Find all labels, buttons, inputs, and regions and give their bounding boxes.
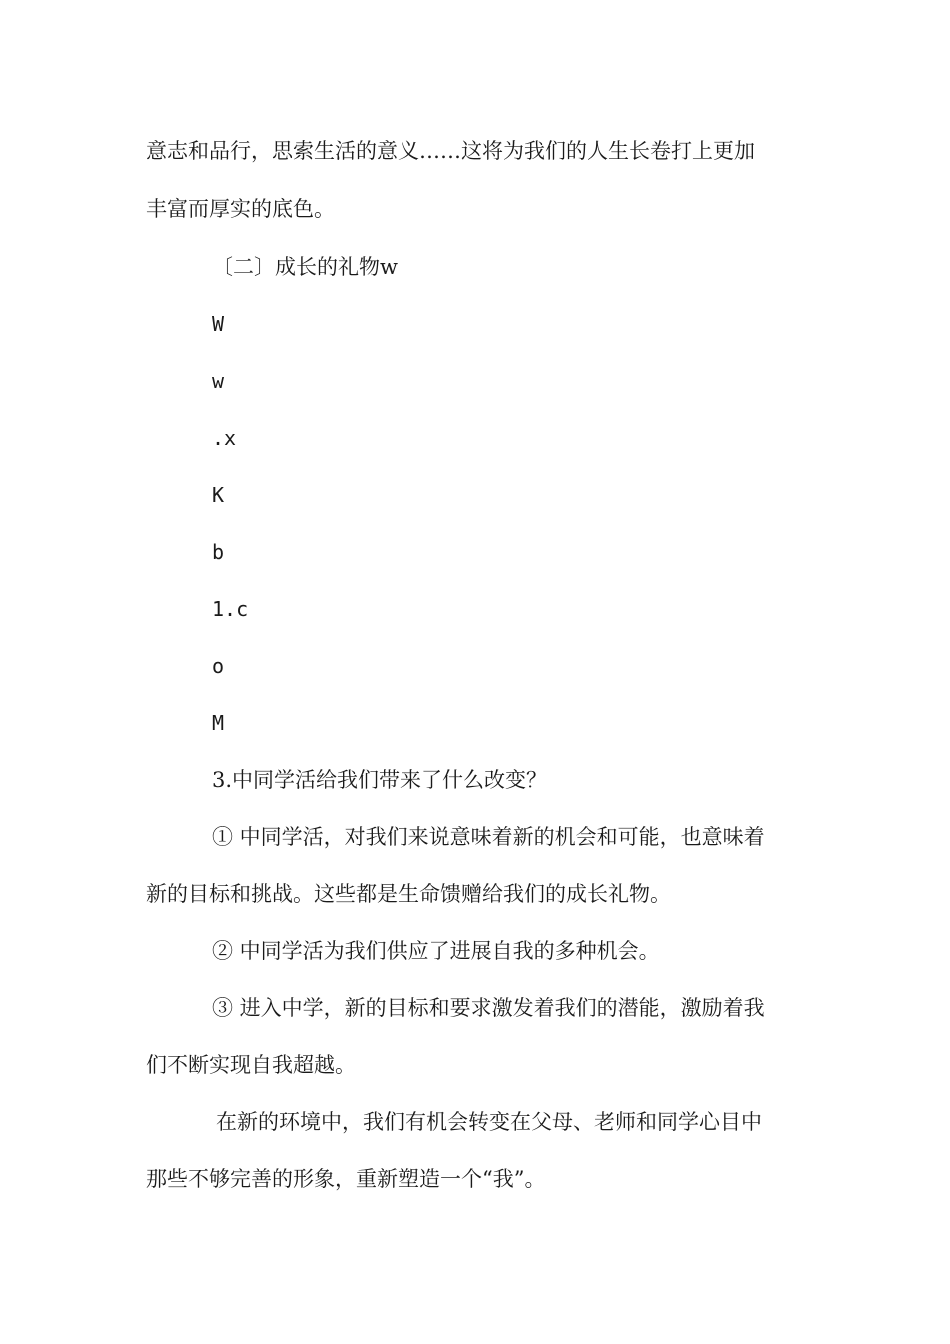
stray-char: M bbox=[212, 711, 225, 735]
question-heading: 3.中同学活给我们带来了什么改变？ bbox=[212, 768, 548, 792]
stray-char: K bbox=[212, 483, 225, 507]
stray-char: b bbox=[212, 540, 225, 564]
point-line: ② 中同学活为我们供应了进展自我的多种机会。 bbox=[212, 939, 660, 963]
paragraph-line: 那些不够完善的形象，重新塑造一个“我”。 bbox=[146, 1167, 546, 1191]
point-line: ① 中同学活，对我们来说意味着新的机会和可能，也意味着 bbox=[212, 825, 765, 849]
point-line: 们不断实现自我超越。 bbox=[146, 1053, 356, 1077]
stray-char: .x bbox=[212, 426, 237, 450]
stray-char: w bbox=[212, 369, 225, 393]
point-line: 新的目标和挑战。这些都是生命馈赠给我们的成长礼物。 bbox=[146, 882, 671, 906]
paragraph-line: 意志和品行，思索生活的意义……这将为我们的人生长卷打上更加 bbox=[146, 139, 755, 163]
stray-char: W bbox=[212, 312, 225, 336]
stray-char: o bbox=[212, 654, 225, 678]
paragraph-line: 丰富而厚实的底色。 bbox=[146, 197, 335, 221]
point-line: ③ 进入中学，新的目标和要求激发着我们的潜能，激励着我 bbox=[212, 996, 765, 1020]
section-heading: 〔二〕成长的礼物w bbox=[212, 255, 398, 279]
paragraph-line: 在新的环境中，我们有机会转变在父母、老师和同学心目中 bbox=[216, 1110, 762, 1134]
stray-char: 1.c bbox=[212, 597, 249, 621]
